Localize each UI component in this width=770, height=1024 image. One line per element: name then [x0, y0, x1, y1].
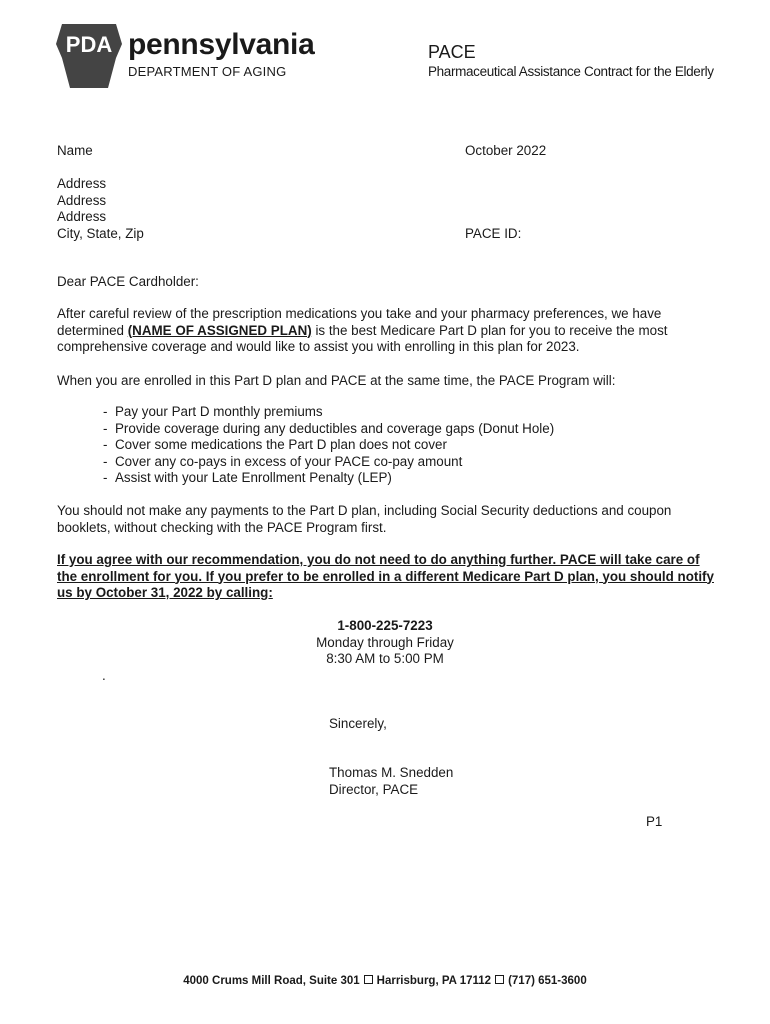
brand-name: pennsylvania — [128, 28, 315, 61]
program-title: PACE — [428, 42, 476, 62]
program-subtitle: Pharmaceutical Assistance Contract for the Elderly — [428, 64, 714, 79]
footer-street: 4000 Crums Mill Road, Suite 301 — [183, 975, 360, 987]
address-line: Address — [57, 192, 107, 208]
benefit-text: Provide coverage during any deductibles and coverage gaps (Donut Hole) — [115, 420, 555, 436]
benefit-text: Cover any co-pays in excess of your PACE co-pay amount — [115, 453, 463, 469]
list-item: - Assist with your Late Enrollment Penalty (LEP) — [103, 470, 392, 485]
footer-phone: (717) 651-3600 — [508, 975, 587, 987]
benefit-text: Assist with your Late Enrollment Penalty (LEP) — [115, 470, 392, 485]
city-state-zip: City, State, Zip — [57, 225, 144, 241]
list-item: - Cover some medications the Part D plan does not cover — [103, 437, 447, 452]
assigned-plan-name: (NAME OF ASSIGNED PLAN) — [127, 322, 312, 338]
contact-phone: 1-800-225-7223 — [337, 618, 433, 633]
department-name: DEPARTMENT OF AGING — [128, 64, 287, 79]
letter-date: October 2022 — [465, 143, 547, 158]
benefits-list — [103, 404, 554, 487]
address-line: Address — [57, 209, 107, 224]
recipient-address-block — [57, 143, 144, 242]
keystone-logo-icon — [56, 24, 122, 88]
paragraph-program-benefits-intro: When you are enrolled in this Part D plan and PACE at the same time, the PACE Program will: — [57, 373, 616, 388]
signer-name: Thomas M. Snedden — [329, 765, 454, 780]
footer-address — [0, 973, 770, 990]
paragraph-enrollment-instructions: If you agree with our recommendation, you do not need to do anything further. PACE will take care of the enrollment for you. If you prefer to be enrolled in a different Medicare Part D plan, you should notify us by October 31, 2022 by calling: — [57, 552, 714, 600]
square-bullet-icon — [364, 975, 373, 984]
para1-intro: After careful review of the prescription medications you take and your pharmacy preferences, we have determined — [57, 306, 662, 338]
address-line: Address — [57, 176, 107, 191]
salutation: Dear PACE Cardholder: — [57, 274, 199, 289]
signer-title: Director, PACE — [329, 781, 419, 797]
para1-rest: is the best Medicare Part D plan for you to receive the most comprehensive coverage and would like to assist you with enrolling in this plan for 2023. — [57, 322, 668, 354]
list-item: - Cover any co-pays in excess of your PACE co-pay amount — [103, 453, 463, 469]
pace-id-label: PACE ID: — [465, 225, 522, 241]
footer-city: Harrisburg, PA 17112 — [376, 975, 492, 987]
logo-text: PDA — [65, 32, 113, 57]
paragraph-assigned-plan — [57, 306, 717, 356]
paragraph-payment-warning: You should not make any payments to the Part D plan, including Social Security deductions and coupon booklets, without checking with the PACE Program first. — [57, 503, 672, 535]
list-item: - Provide coverage during any deductibles and coverage gaps (Donut Hole) — [103, 420, 555, 436]
benefit-text: Cover some medications the Part D plan does not cover — [115, 437, 447, 452]
closing-valediction: Sincerely, — [329, 716, 387, 731]
list-item: - Pay your Part D monthly premiums — [103, 404, 323, 419]
contact-hours: 8:30 AM to 5:00 PM — [326, 651, 444, 666]
recipient-name: Name — [57, 143, 93, 158]
square-bullet-icon — [495, 975, 504, 984]
page-number: P1 — [646, 814, 663, 829]
benefit-text: Pay your Part D monthly premiums — [115, 404, 323, 419]
contact-block — [285, 618, 485, 668]
signature-block — [329, 765, 453, 798]
letter-meta-block — [465, 143, 546, 242]
stray-period: . — [102, 668, 106, 683]
contact-days: Monday through Friday — [316, 634, 454, 650]
